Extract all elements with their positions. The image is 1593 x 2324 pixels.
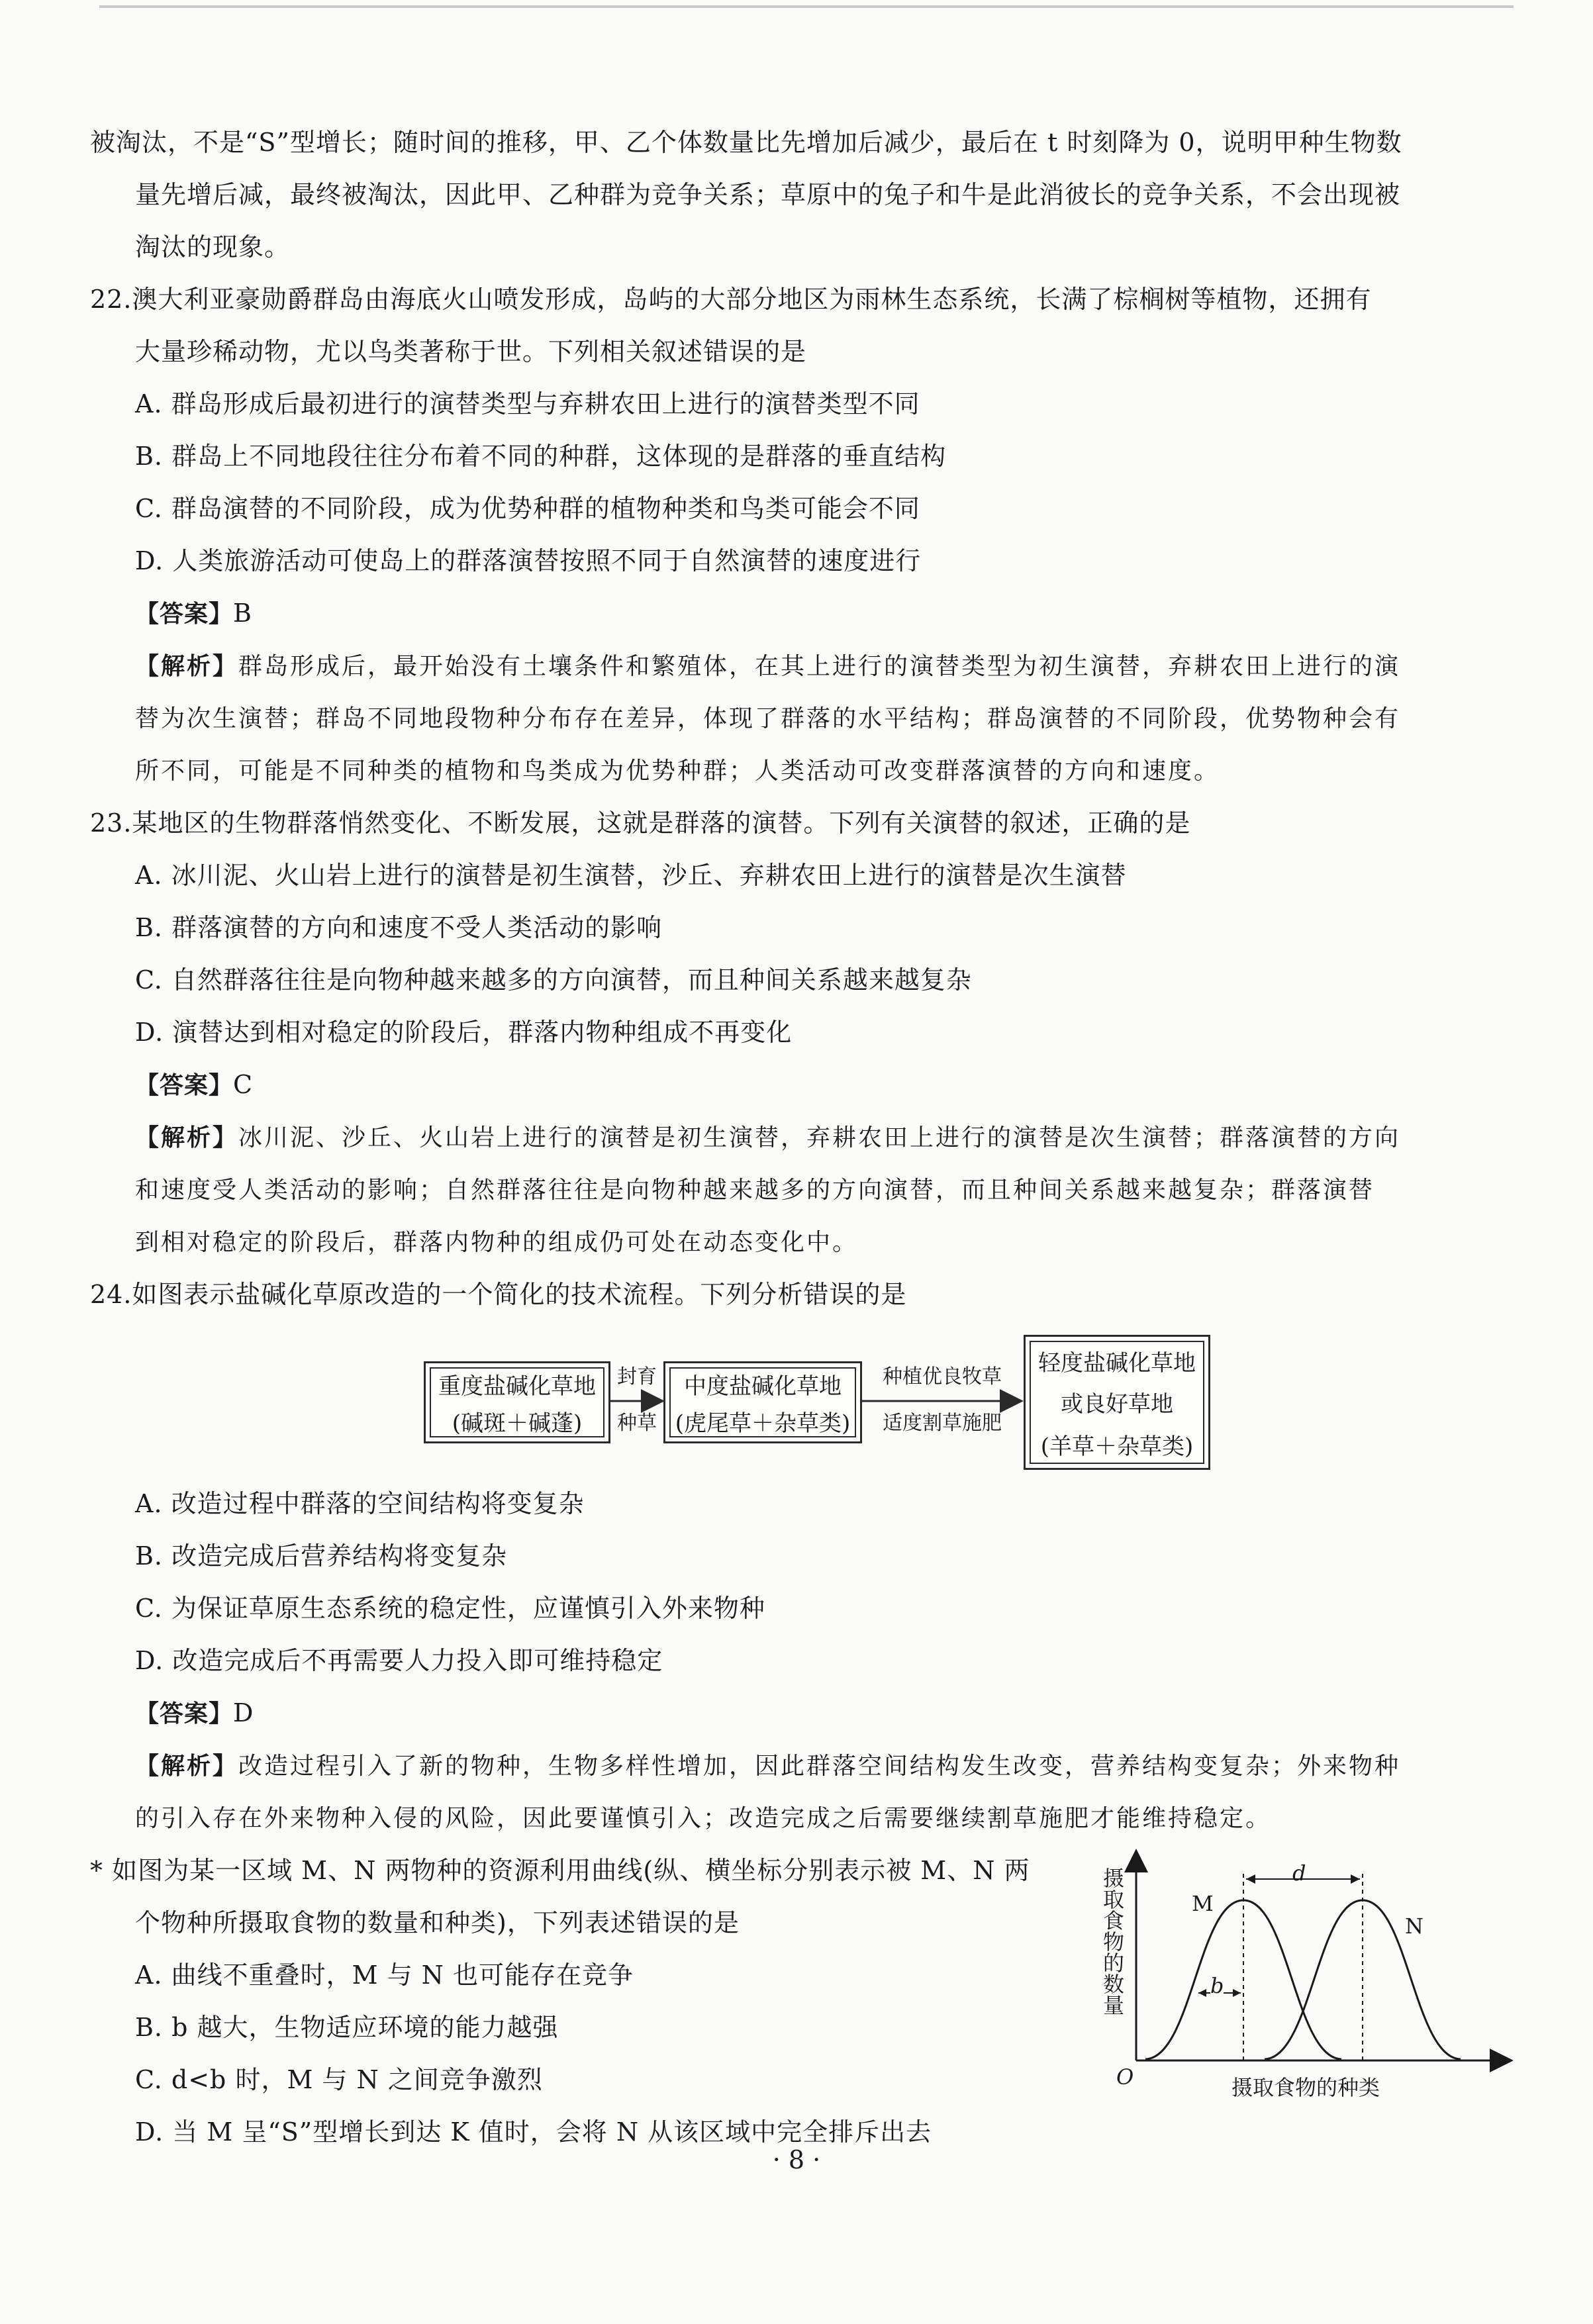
question-22-stem: 大量珍稀动物，尤以鸟类著称于世。下列相关叙述错误的是 [135, 337, 807, 366]
question-star-stem: 个物种所摄取食物的数量和种类)，下列表述错误的是 [135, 1908, 740, 1937]
figure-origin-label: O [1116, 2064, 1134, 2090]
flow-box-light [1024, 1335, 1210, 1470]
option: A. 曲线不重叠时，M 与 N 也可能存在竞争 [135, 1961, 634, 1990]
flow-box-light-subtitle: 或良好草地 [1061, 1391, 1173, 1418]
question-24-stem: 24.如图表示盐碱化草原改造的一个简化的技术流程。下列分析错误的是 [90, 1280, 907, 1309]
d-arrow-right [1351, 1874, 1360, 1884]
figure-d-label: d [1292, 1861, 1306, 1886]
answer-line [90, 1687, 1514, 1740]
analysis-line: 的引入存在外来物种入侵的风险，因此要谨慎引入；改造完成之后需要继续割草施肥才能维持稳定。 [135, 1805, 1272, 1832]
analysis-line [90, 1112, 1514, 1164]
option: C. 为保证草原生态系统的稳定性，应谨慎引入外来物种 [135, 1594, 765, 1623]
option: D. 当 M 呈“S”型增长到达 K 值时，会将 N 从该区域中完全排斥出去 [135, 2117, 932, 2147]
analysis-text: 群岛形成后，最开始没有土壤条件和繁殖体，在其上进行的演替类型为初生演替，弃耕农田上进行的演 [238, 653, 1401, 680]
option: A. 冰川泥、火山岩上进行的演替是初生演替，沙丘、弃耕农田上进行的演替是次生演替 [135, 861, 1127, 890]
figure-b-label: b [1210, 1973, 1224, 1998]
analysis-text: 改造过程引入了新的物种，生物多样性增加，因此群落空间结构发生改变，营养结构变复杂；外来物种 [238, 1753, 1401, 1780]
option: A. 群岛形成后最初进行的演替类型与弃耕农田上进行的演替类型不同 [135, 389, 920, 418]
flow-box-heavy-species: (碱斑＋碱蓬) [452, 1410, 583, 1437]
question-star-stem: * 如图为某一区域 M、N 两物种的资源利用曲线(纵、横坐标分别表示被 M、N 两 [90, 1856, 1030, 1885]
option: A. 改造过程中群落的空间结构将变复杂 [135, 1489, 585, 1518]
b-arrow-left [1198, 1989, 1206, 1997]
flow-box-medium [663, 1361, 862, 1443]
flow-arrow-2-top: 种植优良牧草 [883, 1365, 1002, 1388]
flow-box-heavy [424, 1361, 610, 1443]
option: B. 群落演替的方向和速度不受人类活动的影响 [135, 913, 663, 942]
answer-line [90, 1059, 1514, 1112]
flow-box-heavy-title: 重度盐碱化草地 [438, 1373, 596, 1400]
analysis-text: 冰川泥、沙丘、火山岩上进行的演替是初生演替，弃耕农田上进行的演替是次生演替；群落演替的方向 [238, 1124, 1401, 1151]
d-arrow-left [1246, 1874, 1255, 1884]
answer-tag: 【答案】 [135, 1072, 234, 1099]
flow-box-medium-title: 中度盐碱化草地 [684, 1373, 842, 1400]
analysis-line: 所不同，可能是不同种类的植物和鸟类成为优势种群；人类活动可改变群落演替的方向和速度。 [135, 757, 1220, 785]
flow-arrow-1-top: 封育 [617, 1365, 657, 1388]
flow-arrow-2-bottom: 适度割草施肥 [883, 1412, 1002, 1435]
answer-line [90, 587, 1514, 640]
analysis-tag: 【解析】 [135, 1124, 239, 1151]
analysis-tag: 【解析】 [135, 1753, 239, 1780]
flow-box-light-species: (羊草＋杂草类) [1040, 1433, 1194, 1460]
intro-line: 量先增后减，最终被淘汰，因此甲、乙种群为竞争关系；草原中的兔子和牛是此消彼长的竞争关系，不会出现被 [135, 180, 1401, 209]
analysis-line: 替为次生演替；群岛不同地段物种分布存在差异，体现了群落的水平结构；群岛演替的不同阶段，优势物种会有 [135, 705, 1401, 732]
analysis-line: 和速度受人类活动的影响；自然群落往往是向物种越来越多的方向演替，而且种间关系越来越复杂；群落演替 [135, 1177, 1375, 1204]
answer-tag: 【答案】 [135, 601, 234, 628]
intro-line: 淘汰的现象。 [135, 232, 291, 262]
option: D. 演替达到相对稳定的阶段后，群落内物种组成不再变化 [135, 1018, 793, 1047]
option: C. 群岛演替的不同阶段，成为优势种群的植物种类和鸟类可能会不同 [135, 494, 920, 523]
option: B. 改造完成后营养结构将变复杂 [135, 1541, 508, 1571]
analysis-tag: 【解析】 [135, 653, 239, 680]
figure-x-axis-label: 摄取食物的种类 [1231, 2075, 1380, 2100]
question-22-stem: 22.澳大利亚豪勋爵群岛由海底火山喷发形成，岛屿的大部分地区为雨林生态系统，长满了棕榈树等植物，还拥有 [90, 285, 1372, 314]
intro-line: 被淘汰，不是“S”型增长；随时间的推移，甲、乙个体数量比先增加后减少，最后在 t 时刻降为 0，说明甲种生物数 [90, 128, 1402, 157]
option: B. 群岛上不同地段往往分布着不同的种群，这体现的是群落的垂直结构 [135, 442, 947, 471]
option: D. 改造完成后不再需要人力投入即可维持稳定 [135, 1646, 663, 1675]
flow-box-medium-species: (虎尾草＋杂草类) [675, 1410, 851, 1437]
analysis-line [90, 1740, 1514, 1792]
flow-diagram [424, 1335, 1218, 1480]
analysis-line: 到相对稳定的阶段后，群落内物种的组成仍可处在动态变化中。 [135, 1229, 859, 1256]
figure-n-label: N [1405, 1913, 1424, 1939]
option: C. d<b 时，M 与 N 之间竞争激烈 [135, 2065, 543, 2094]
answer-value: B [233, 599, 252, 628]
option: B. b 越大，生物适应环境的能力越强 [135, 2013, 559, 2042]
answer-value: C [233, 1070, 254, 1099]
option: D. 人类旅游活动可使岛上的群落演替按照不同于自然演替的速度进行 [135, 546, 922, 575]
figure-m-label: M [1192, 1891, 1214, 1916]
flow-box-light-title: 轻度盐碱化草地 [1038, 1350, 1196, 1377]
option: C. 自然群落往往是向物种越来越多的方向演替，而且种间关系越来越复杂 [135, 965, 972, 994]
b-arrow-right [1233, 1989, 1241, 1997]
answer-tag: 【答案】 [135, 1700, 234, 1727]
analysis-line [90, 640, 1514, 693]
question-23-stem: 23.某地区的生物群落悄然变化、不断发展，这就是群落的演替。下列有关演替的叙述，正确的是 [90, 808, 1191, 838]
resource-curve-figure [1099, 1847, 1523, 2112]
flow-arrow-1-bottom: 种草 [617, 1412, 657, 1435]
page-top-edge [99, 5, 1514, 8]
page-number: · 8 · [772, 2145, 821, 2174]
answer-value: D [233, 1698, 254, 1727]
figure-y-axis-label: 摄取食物的数量 [1100, 1867, 1125, 2015]
